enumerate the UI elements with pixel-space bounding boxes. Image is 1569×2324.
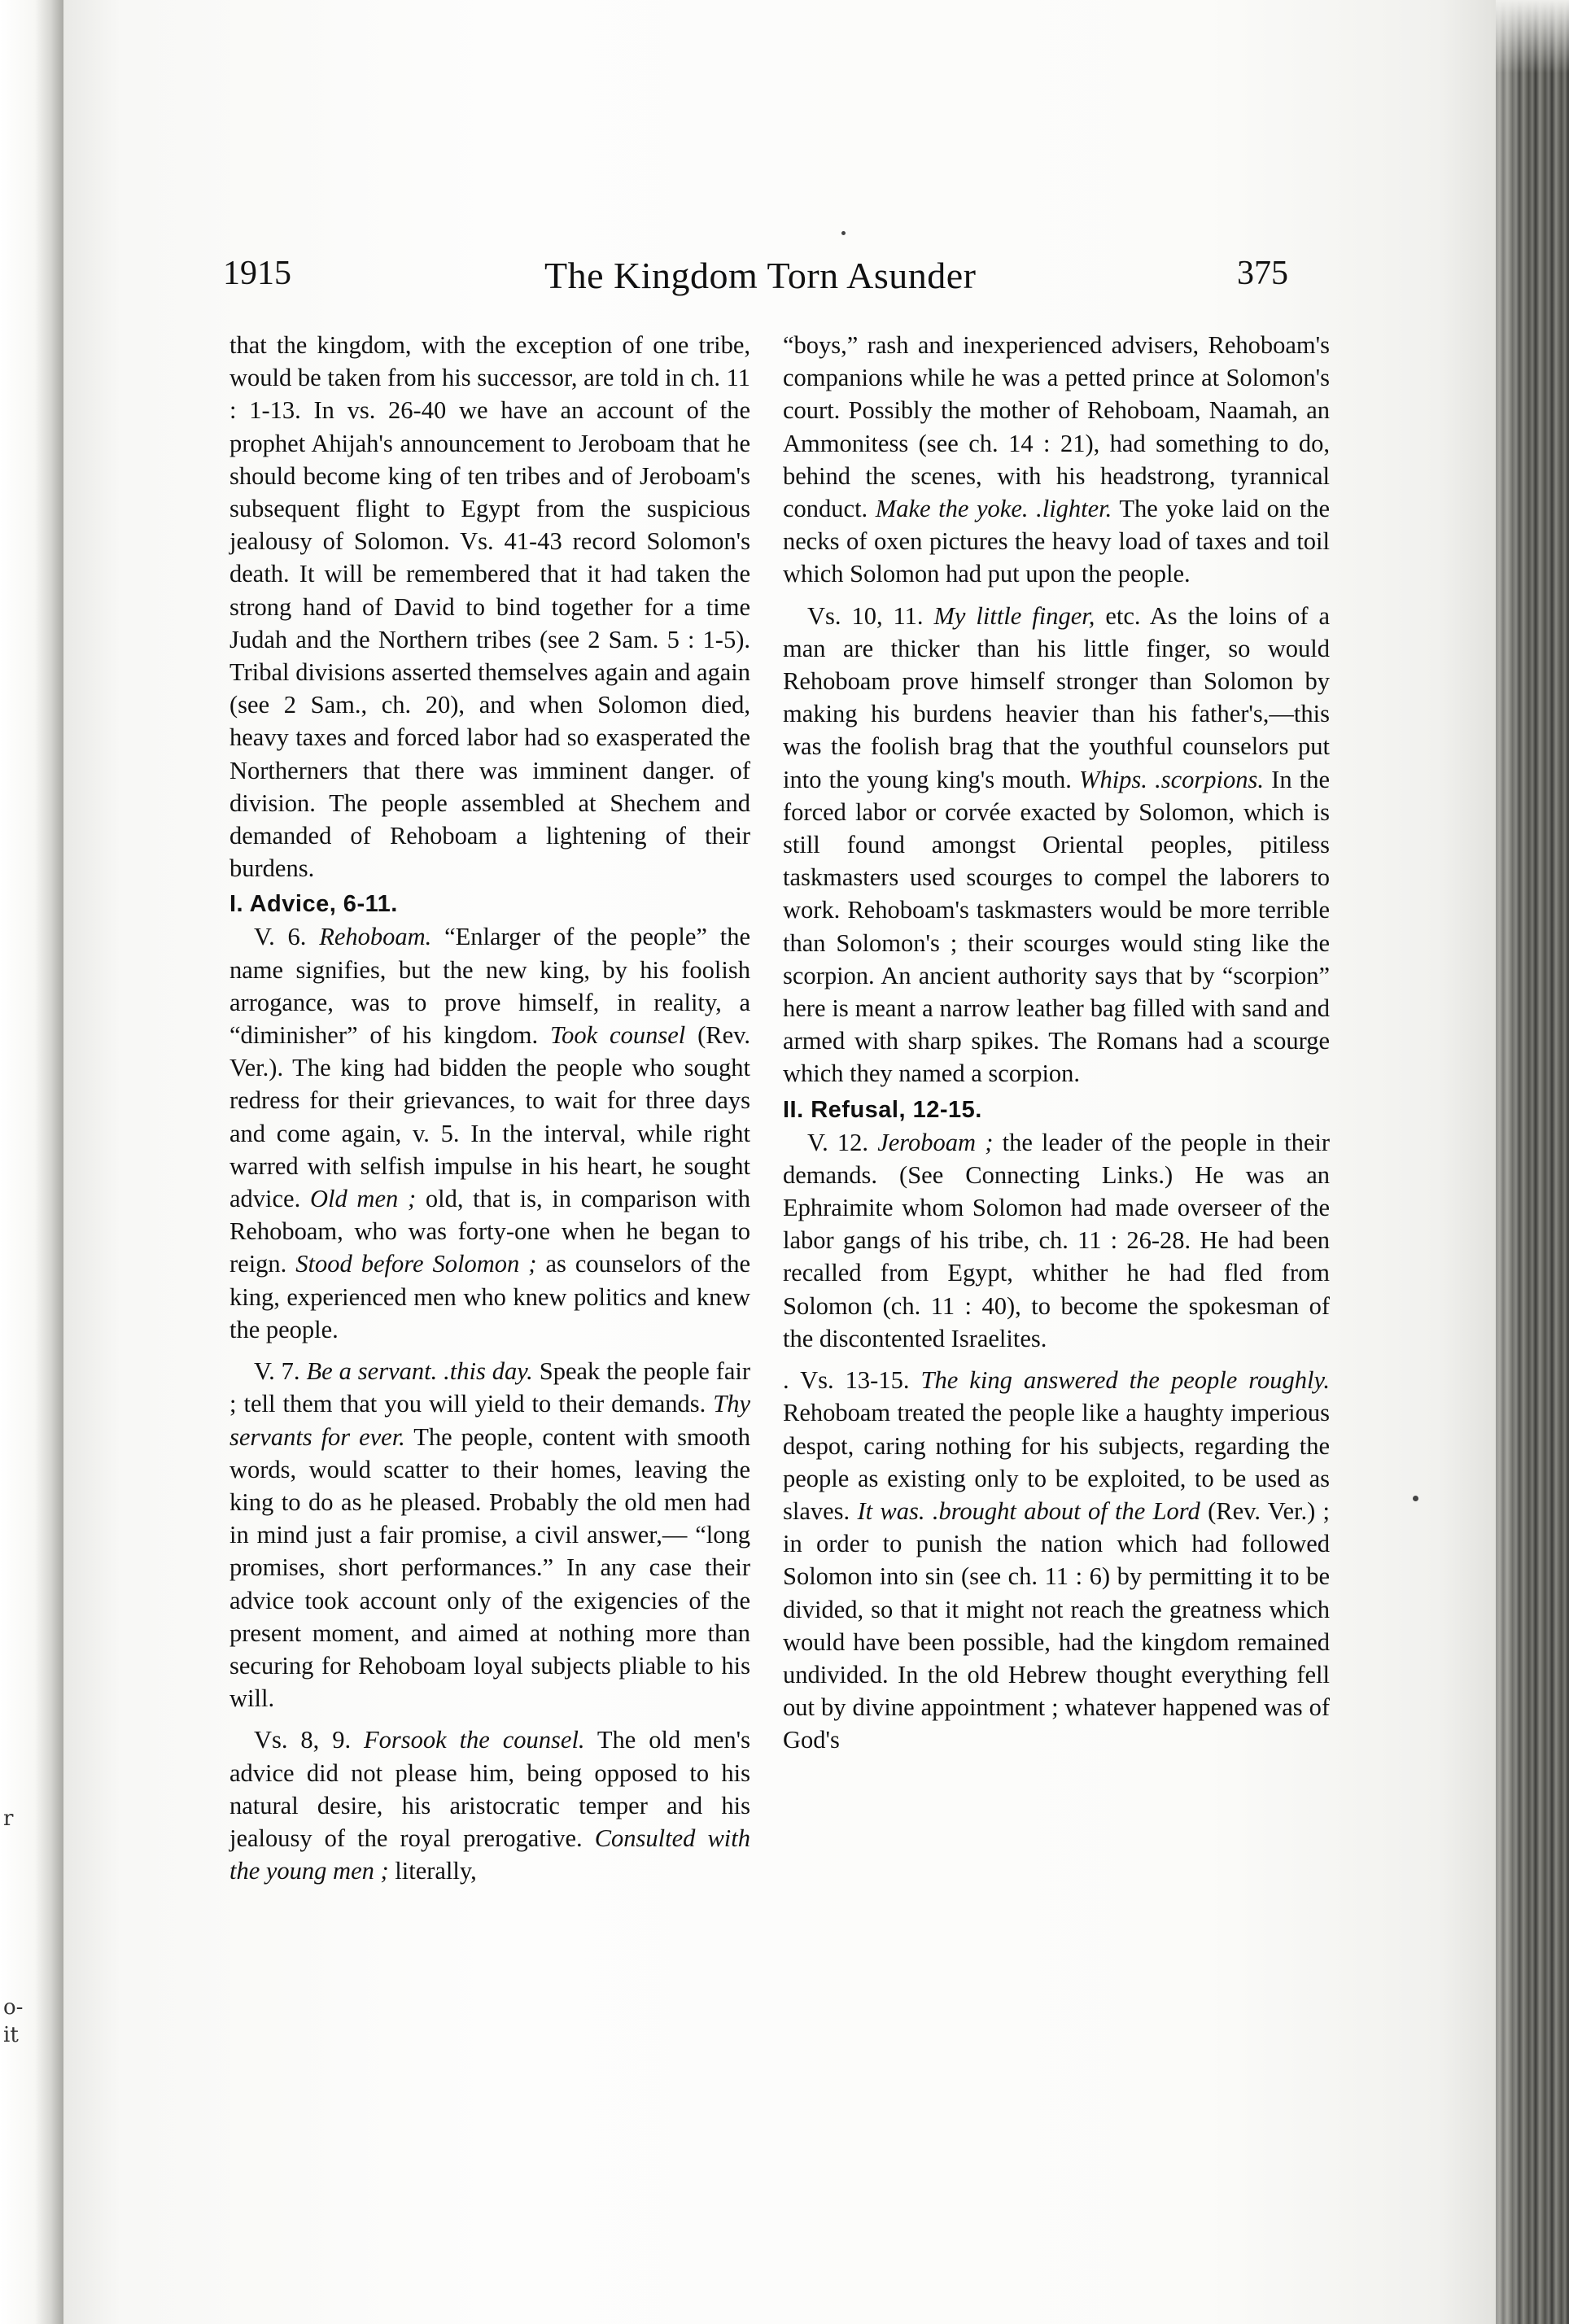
- verse-ref: Vs. 10, 11.: [807, 601, 924, 630]
- page-number: 375: [1237, 255, 1288, 292]
- paragraph: that the kingdom, with the exception of one tribe, would be taken from his successor, are told in ch. 11 : 1-13. In vs. 26-40 we have an account of the prophet Ahijah's announcement to Jeroboam that he should become king of ten tribes and of Jeroboam's subsequent flight to Egypt from the suspicious jealousy of Solomon. Vs. 41-43 record Solomon's death. It will be remembered that it had taken the strong hand of David to bind together for a time Judah and the Northern tribes (see 2 Sam. 5 : 1-5). Tribal divisions asserted themselves again and again (see 2 Sam., ch. 20), and when Solomon died, heavy taxes and forced labor had so exasperated the Northerners that there was imminent danger. of division. The people assembled at Shechem and demanded of Rehoboam a lightening of their burdens.: [229, 331, 750, 883]
- margin-fragment: it: [3, 2023, 19, 2047]
- text: In the forced labor or corvée exacted by Solomon, which is still found amongst Oriental peoples, pitiless taskmasters used scourges to compel the laborers to work. Rehoboam's taskmasters would be more terrible than Solomon's ; their scourges would sting like the scorpion. An ancient authority says that by “scorpion” here is meant a narrow leather bag filled with sand and armed with sharp spikes. The Romans had a scourge which they named a scorpion.: [783, 765, 1331, 1088]
- previous-page-edge: [0, 0, 63, 2324]
- keyword: Be a servant. .this day.: [306, 1357, 533, 1386]
- paragraph: [229, 1355, 750, 1715]
- paragraph: [229, 920, 750, 1346]
- paragraph: [783, 1364, 1330, 1756]
- paragraph: [229, 1723, 750, 1887]
- margin-fragment: o-: [3, 1995, 24, 2020]
- keyword: Jeroboam ;: [877, 1128, 994, 1156]
- text: “Enlarger of the people” the name signifies, but the new king, by his foolish arrogance, was to prove himself, in reality, a “diminisher” of his kingdom.: [229, 923, 750, 1050]
- text: etc. As the loins of a man are thicker than his little finger, so would Rehoboam prove himself stronger than Solomon by making his burdens heavier than his father's,—this was the foolish brag that the youthful counselors put into the young king's mouth.: [783, 601, 1330, 793]
- keyword: It was. .brought about of the Lord: [857, 1496, 1200, 1525]
- left-column: [229, 329, 750, 1887]
- keyword: The king answered the people roughly.: [920, 1366, 1330, 1395]
- page-stack-edge: [1496, 0, 1569, 2324]
- text: The old men's advice did not please him, being opposed to his natural desire, his aristocratic temper and his jealousy of the royal prerogative.: [229, 1726, 750, 1852]
- text: (Rev. Ver.) ; in order to punish the nation which had followed Solomon into sin (see ch. 11 : 6) by permitting it to be divided, so that it might not reach the greatness which would have been possible, had the kingdom remained undivided. In the old Hebrew thought everything fell out by divine appointment ; whatever happened was of God's: [783, 1496, 1331, 1754]
- text: The people, content with smooth words, would scatter to their homes, leaving the king to do as he pleased. Probably the old men had in mind just a fair promise, a civil answer,— “long promises, short performances.” In any case their advice took account only of the exigencies of the present moment, and aimed at nothing more than securing for Rehoboam loyal subjects pliable to his will.: [229, 1422, 751, 1713]
- section-heading: II. Refusal, 12-15.: [783, 1096, 982, 1123]
- keyword: Rehoboam.: [319, 923, 432, 951]
- section-heading: I. Advice, 6-11.: [229, 891, 398, 918]
- right-column: [783, 329, 1330, 1757]
- keyword: Make the yoke. .lighter.: [875, 495, 1112, 523]
- paragraph: [783, 600, 1330, 1090]
- text: Speak the people fair ; tell them that you will yield to their demands.: [229, 1357, 751, 1418]
- paragraph: [783, 1126, 1330, 1355]
- keyword: Forsook the counsel.: [364, 1726, 585, 1754]
- keyword: Thy servants for ever.: [229, 1390, 751, 1451]
- print-speck: [841, 231, 846, 235]
- verse-ref: Vs. 8, 9.: [254, 1726, 352, 1754]
- paragraph: [783, 329, 1330, 591]
- running-header: [0, 254, 1569, 311]
- keyword: Consulted with the young men ;: [229, 1824, 750, 1885]
- margin-fragment: r: [3, 1806, 14, 1831]
- text: old, that is, in comparison with Rehoboam, who was forty-one when he began to reign.: [229, 1185, 751, 1278]
- print-speck: [1413, 1496, 1418, 1501]
- keyword: Stood before Solomon ;: [295, 1250, 537, 1278]
- header-year: 1915: [223, 255, 291, 292]
- header-title: The Kingdom Torn Asunder: [544, 255, 977, 296]
- verse-ref: V. 6.: [254, 923, 307, 951]
- keyword: My little finger,: [933, 601, 1095, 630]
- verse-ref: . Vs. 13-15.: [783, 1366, 910, 1395]
- text: “boys,” rash and inexperienced advisers, Rehoboam's companions while he was a petted prince at Solomon's court. Possibly the mother of Rehoboam, Naamah, an Ammonitess (see ch. 14 : 21), had something to do, behind the scenes, with his headstrong, tyrannical conduct.: [783, 331, 1330, 523]
- text: The yoke laid on the necks of oxen pictures the heavy load of taxes and toil which Solomon had put upon the people.: [783, 495, 1331, 588]
- text: as counselors of the king, experienced men who knew politics and knew the people.: [229, 1250, 750, 1343]
- verse-ref: V. 12.: [807, 1128, 869, 1156]
- verse-ref: V. 7.: [254, 1357, 300, 1386]
- text: (Rev. Ver.). The king had bidden the people who sought redress for their grievances, to wait for three days and come again, v. 5. In the interval, while right warred with selfish impulse in his heart, he sought advice.: [229, 1021, 751, 1213]
- keyword: Old men ;: [309, 1185, 417, 1213]
- text: literally,: [395, 1857, 477, 1885]
- text: Rehoboam treated the people like a haughty imperious despot, caring nothing for his subjects, regarding the people as existing only to be exploited, to be used as slaves.: [783, 1399, 1330, 1525]
- keyword: Whips. .scorpions.: [1079, 765, 1264, 793]
- page-edge-highlight: [1496, 0, 1569, 73]
- keyword: Took counsel: [550, 1021, 686, 1050]
- text: the leader of the people in their demands. (See Connecting Links.) He was an Ephraimite whom Solomon had made overseer of the labor gangs of his tribe, ch. 11 : 26-28. He had been recalled from Egypt, whither he had fled from Solomon (ch. 11 : 40), to become the spokesman of the discontented Israelites.: [783, 1128, 1331, 1352]
